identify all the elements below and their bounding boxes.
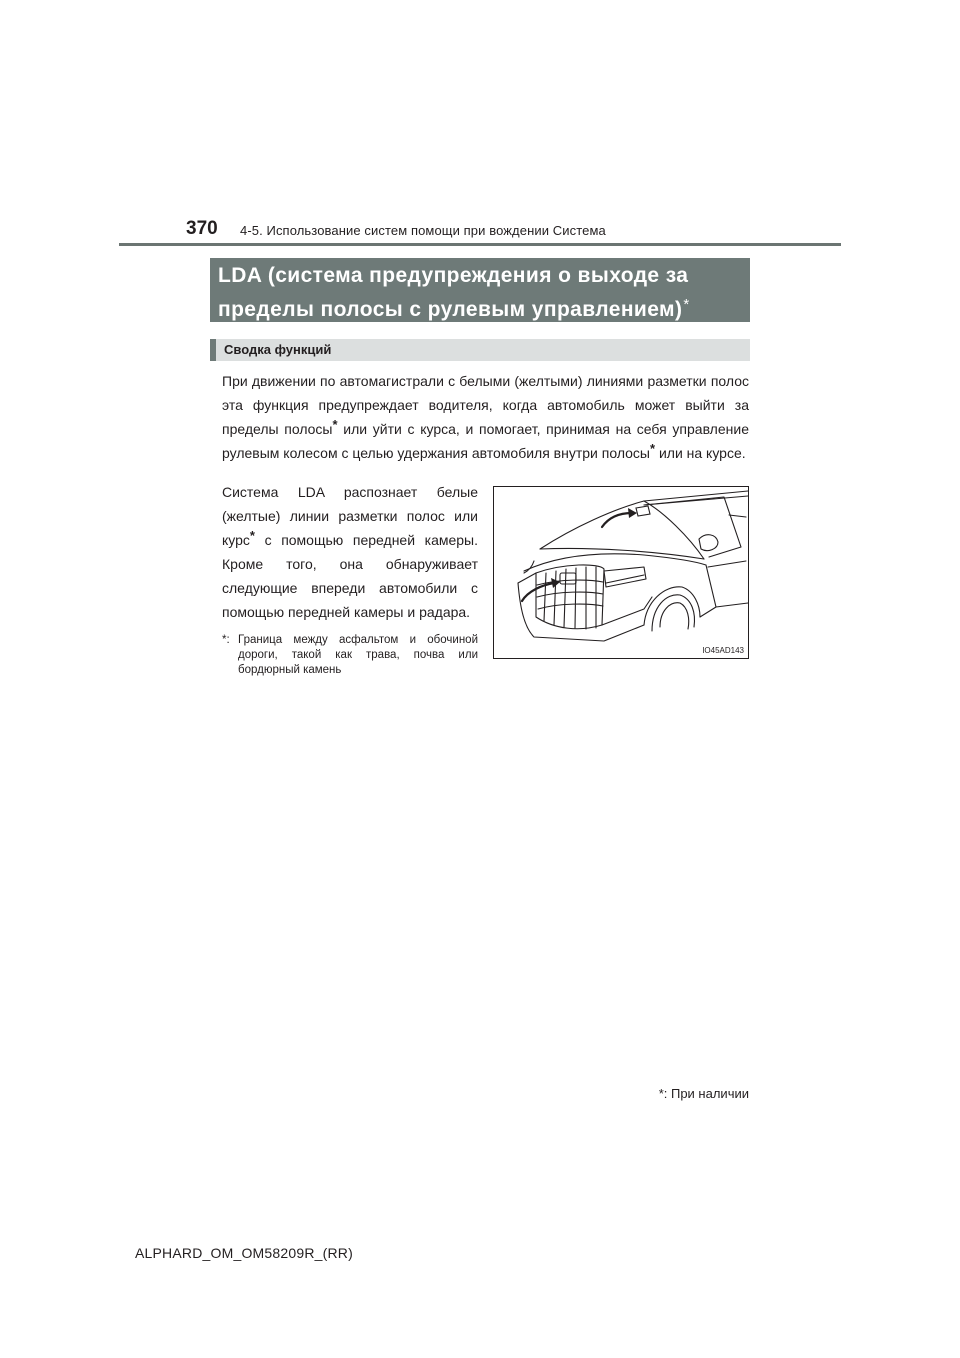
title-line-1: LDA (система предупреждения о выходе за: [218, 264, 689, 287]
subheading: Сводка функций: [210, 339, 750, 361]
document-code: ALPHARD_OM_OM58209R_(RR): [135, 1245, 353, 1261]
windshield-camera-arrow: [602, 513, 632, 527]
header-rule: [119, 243, 841, 246]
footnote-star-3: *: [249, 528, 255, 543]
footnote: [222, 633, 478, 678]
vehicle-front-illustration: [494, 487, 748, 658]
footnote-text: Граница между асфальтом и обочиной дороги, такой как трава, почва или бордюрный камень: [238, 634, 478, 676]
title-line-2: [218, 290, 742, 324]
main-paragraph: [222, 369, 749, 465]
camera-unit-icon: [636, 506, 650, 516]
footnote-mark: *:: [222, 634, 230, 646]
page-number: 370: [186, 218, 218, 239]
title-asterisk: *: [683, 296, 690, 313]
figure-code: IO45AD143: [702, 646, 744, 655]
front-radar-arrow: [522, 583, 554, 601]
side-paragraph-part2: с помощью передней камеры. Кроме того, она обнаруживает следующие впереди автомобили с помощью передней камеры и радара.: [222, 532, 478, 620]
main-paragraph-part3: или на курсе.: [655, 445, 746, 461]
side-paragraph-part1: Система LDA распознает белые (желтые) линии разметки полос или курс: [222, 484, 478, 548]
title-line-2-text: пределы полосы с рулевым управлением): [218, 298, 683, 321]
availability-note: *: При наличии: [658, 1086, 749, 1101]
side-paragraph: [222, 480, 478, 624]
vehicle-figure: [493, 486, 749, 659]
footnote-star-1: *: [332, 417, 338, 432]
main-paragraph-part2: или уйти с курса, и помогает, принимая на себя управление рулевым колесом с целью удержания автомобиля внутри полосы: [222, 421, 749, 461]
footnote-star-2: *: [650, 441, 656, 456]
page-title: [210, 258, 750, 322]
section-header: 4-5. Использование систем помощи при вождении Система: [240, 223, 606, 238]
main-paragraph-part1: При движении по автомагистрали с белыми (желтыми) линиями разметки полос эта функция предупреждает водителя, когда автомобиль может выйти за пределы полосы: [222, 373, 749, 437]
